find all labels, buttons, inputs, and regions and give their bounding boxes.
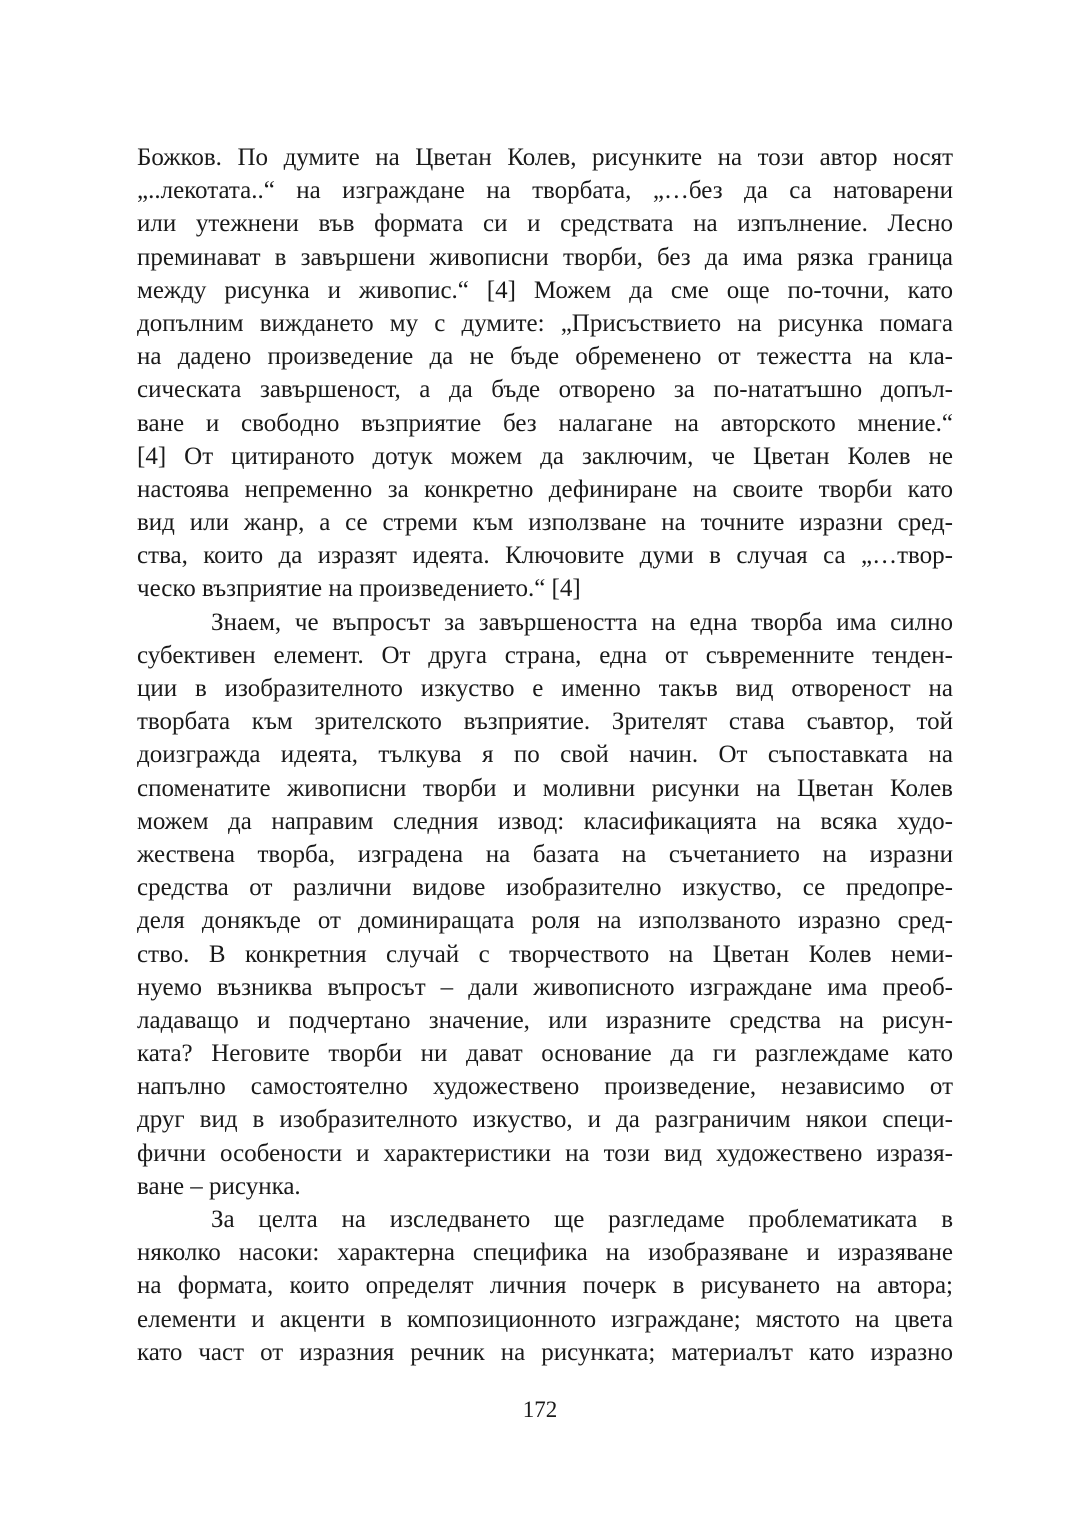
text-line: споменатите живописни творби и моливни рисунки на Цветан Колев: [137, 774, 953, 802]
text-line: друг вид в изобразителното изкуство, и да разграничим някои специ-: [137, 1106, 953, 1134]
text-line: ладаващо и подчертано значение, или изразните средства на рисун-: [137, 1006, 953, 1034]
text-line: Знаем, че въпросът за завършеността на една творба има силно: [211, 608, 953, 636]
text-line: напълно самостоятелно художествено произведение, независимо от: [137, 1073, 953, 1101]
text-line: настоява непременно за конкретно дефиниране на своите творби като: [137, 475, 953, 503]
text-line: вид или жанр, а се стреми към използване на точните изразни сред-: [137, 509, 953, 537]
text-line: на формата, които определят личния почерк в рисуването на автора;: [137, 1272, 953, 1300]
text-line: ване и свободно възприятие без налагане на авторското мнение.“: [137, 409, 953, 437]
paragraph-2: [137, 606, 953, 1203]
text-line: като част от изразния речник на рисунката; материалът като изразно: [137, 1338, 953, 1366]
text-line: творбата към зрителското възприятие. Зрителят става съавтор, той: [137, 708, 953, 736]
page-number: 172: [522, 1397, 558, 1422]
text-line: можем да направим следния извод: класификацията на всяка худо-: [137, 807, 953, 835]
text-line: няколко насоки: характерна специфика на изобразяване и изразяване: [137, 1239, 953, 1267]
text-line: ство. В конкретния случай с творчеството на Цветан Колев неми-: [137, 940, 953, 968]
text-line: „..лекотата..“ на изграждане на творбата, „…без да са натоварени: [137, 177, 953, 205]
text-line: [4] От цитираното дотук можем да заключим, че Цветан Колев не: [137, 442, 953, 470]
text-line: преминават в завършени живописни творби, без да има рязка граница: [137, 243, 953, 271]
text-line: ства, които да изразят идеята. Ключовите думи в случая са „…твор-: [137, 542, 953, 570]
paragraph-3: [137, 1203, 953, 1369]
text-line: ческо възприятие на произведението.“ [4]: [137, 575, 581, 603]
text-line: ване – рисунка.: [137, 1172, 301, 1200]
text-line: елементи и акценти в композиционното изграждане; мястото на цвета: [137, 1305, 953, 1333]
text-line: ката? Неговите творби ни дават основание да ги разглеждаме като: [137, 1040, 953, 1068]
text-line: жествена творба, изградена на базата на съчетанието на изразни: [137, 840, 953, 868]
text-line: или утежнени във формата си и средствата на изпълнение. Лесно: [137, 210, 953, 238]
text-line: субективен елемент. От друга страна, една от съвременните тенден-: [137, 641, 953, 669]
text-line: доизгражда идеята, тълкува я по свой начин. От съпоставката на: [137, 741, 953, 769]
text-line: средства от различни видове изобразително изкуство, се предопре-: [137, 874, 953, 902]
text-line: допълним виждането му с думите: „Присъствието на рисунка помага: [137, 309, 953, 337]
text-line: нуемо възниква въпросът – дали живописното изграждане има преоб-: [137, 973, 953, 1001]
text-line: сическата завършеност, а да бъде отворено за по-нататъшно допъл-: [137, 376, 953, 404]
text-line: Божков. По думите на Цветан Колев, рисунките на този автор носят: [137, 144, 953, 171]
text-line: За целта на изследването ще разгледаме проблематиката в: [211, 1206, 953, 1233]
text-line: фични особености и характеристики на този вид художествено изразя-: [137, 1139, 953, 1167]
text-line: деля донякъде от доминиращата роля на използваното изразно сред-: [137, 907, 953, 935]
body-text: [137, 141, 953, 1369]
text-line: на дадено произведение да не бъде обременено от тежестта на кла-: [137, 343, 953, 371]
text-line: между рисунка и живопис.“ [4] Можем да сме още по-точни, като: [137, 276, 953, 304]
text-line: ции в изобразителното изкуство е именно такъв вид отвореност на: [137, 675, 953, 702]
paragraph-1: [137, 141, 953, 606]
